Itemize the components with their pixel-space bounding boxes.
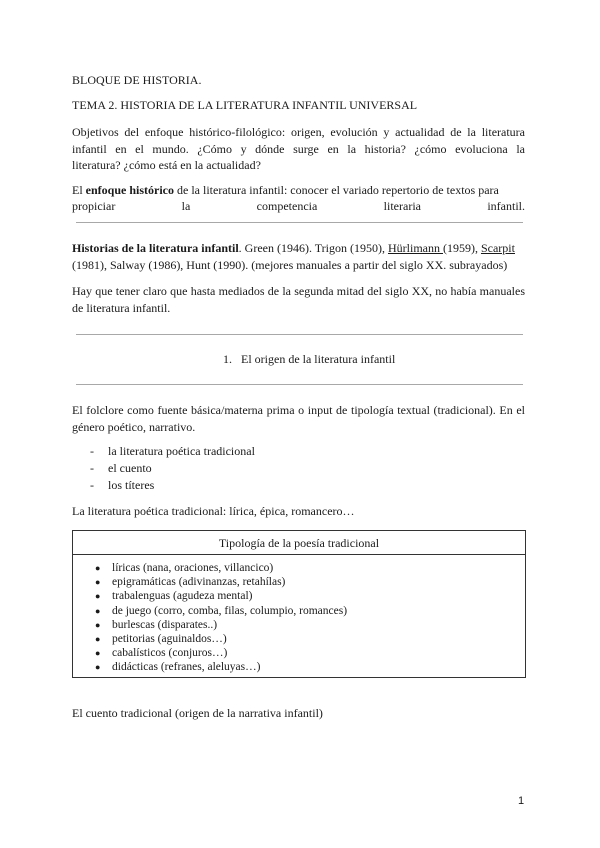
objectives-line-2: infantil en el mundo. ¿Cómo y dónde surge en la historia? ¿cómo evoluciona la xyxy=(72,142,525,156)
bullet-icon: ● xyxy=(95,563,101,573)
list-item xyxy=(90,460,255,477)
bullet-icon: ● xyxy=(95,648,101,659)
list-item xyxy=(95,660,525,674)
genre-label: el cuento xyxy=(108,461,152,475)
divider xyxy=(76,334,523,335)
histories-text-2: (1959), xyxy=(442,241,481,255)
divider xyxy=(76,384,523,385)
typology-item: petitorias (aguinaldos…) xyxy=(112,633,227,646)
list-item xyxy=(95,589,525,603)
approach-line-2: propiciar la competencia literaria infantil. xyxy=(72,199,525,213)
typology-item: burlescas (disparates..) xyxy=(112,618,218,631)
note-line-1: Hay que tener claro que hasta mediados de la segunda mitad del siglo XX, no había manuales xyxy=(72,284,525,298)
genre-label: la literatura poética tradicional xyxy=(108,444,255,458)
section-title: El origen de la literatura infantil xyxy=(241,352,396,366)
list-item xyxy=(90,443,255,460)
typology-item: trabalenguas (agudeza mental) xyxy=(112,590,253,603)
histories-bold: Historias de la literatura infantil xyxy=(72,241,239,255)
objectives-line-1: Objetivos del enfoque histórico-filológico: origen, evolución y actualidad de la literatura xyxy=(72,125,525,139)
list-item xyxy=(95,604,525,618)
note-line-2: de literatura infantil. xyxy=(72,301,171,315)
bullet-icon: ● xyxy=(95,619,101,630)
typology-item: líricas (nana, oraciones, villancico) xyxy=(112,562,274,574)
typology-item: epigramáticas (adivinanzas, retahílas) xyxy=(112,576,286,589)
typology-table xyxy=(72,530,526,678)
list-item xyxy=(95,618,525,632)
typology-item: didácticas (refranes, aleluyas…) xyxy=(112,661,261,674)
bullet-icon: ● xyxy=(95,577,101,588)
tale-line: El cuento tradicional (origen de la narrativa infantil) xyxy=(72,706,323,720)
histories-line-1 xyxy=(72,240,525,257)
list-item xyxy=(95,561,525,575)
genre-label: los títeres xyxy=(108,478,155,492)
genre-list xyxy=(90,443,255,494)
histories-line-2: (1981), Salway (1986), Hunt (1990). (mejores manuales a partir del siglo XX. subrayados) xyxy=(72,258,508,272)
bullet-icon: ● xyxy=(95,605,101,616)
page-number: 1 xyxy=(518,795,525,807)
topic-title: TEMA 2. HISTORIA DE LA LITERATURA INFANTIL UNIVERSAL xyxy=(72,98,418,112)
histories-underlined-2: Scarpit xyxy=(480,241,515,255)
list-item xyxy=(90,477,255,494)
dash-bullet: - xyxy=(90,478,94,492)
poetic-line: La literatura poética tradicional: lírica, épica, romancero… xyxy=(72,504,355,518)
list-item xyxy=(95,646,525,660)
section-heading xyxy=(223,351,395,368)
approach-rest: de la literatura infantil: conocer el variado repertorio de textos para xyxy=(174,183,499,197)
divider xyxy=(76,222,523,223)
typology-item: de juego (corro, comba, filas, columpio, romances) xyxy=(112,604,348,617)
approach-line-1 xyxy=(72,182,525,199)
approach-bold: enfoque histórico xyxy=(85,183,175,197)
approach-prefix: El xyxy=(72,183,86,197)
dash-bullet: - xyxy=(90,461,94,475)
typology-item: cabalísticos (conjuros…) xyxy=(112,647,228,660)
folklore-line-2: género poético, narrativo. xyxy=(72,420,196,434)
typology-list xyxy=(73,561,525,675)
histories-underlined-1: Hürlimann xyxy=(387,241,443,255)
objectives-line-3: literatura? ¿cómo está en la actualidad? xyxy=(72,158,261,172)
folklore-line-1: El folclore como fuente básica/materna prima o input de tipología textual (tradicional). En el xyxy=(72,403,525,417)
bullet-icon: ● xyxy=(95,662,101,673)
list-item xyxy=(95,632,525,646)
histories-text-1: . Green (1946). Trigon (1950), xyxy=(238,241,388,255)
bullet-icon: ● xyxy=(95,591,101,602)
block-title: BLOQUE DE HISTORIA. xyxy=(72,73,202,87)
list-item xyxy=(95,575,525,589)
bullet-icon: ● xyxy=(95,634,101,645)
typology-title: Tipología de la poesía tradicional xyxy=(73,531,525,555)
section-number: 1. xyxy=(223,352,232,366)
dash-bullet: - xyxy=(90,444,94,458)
